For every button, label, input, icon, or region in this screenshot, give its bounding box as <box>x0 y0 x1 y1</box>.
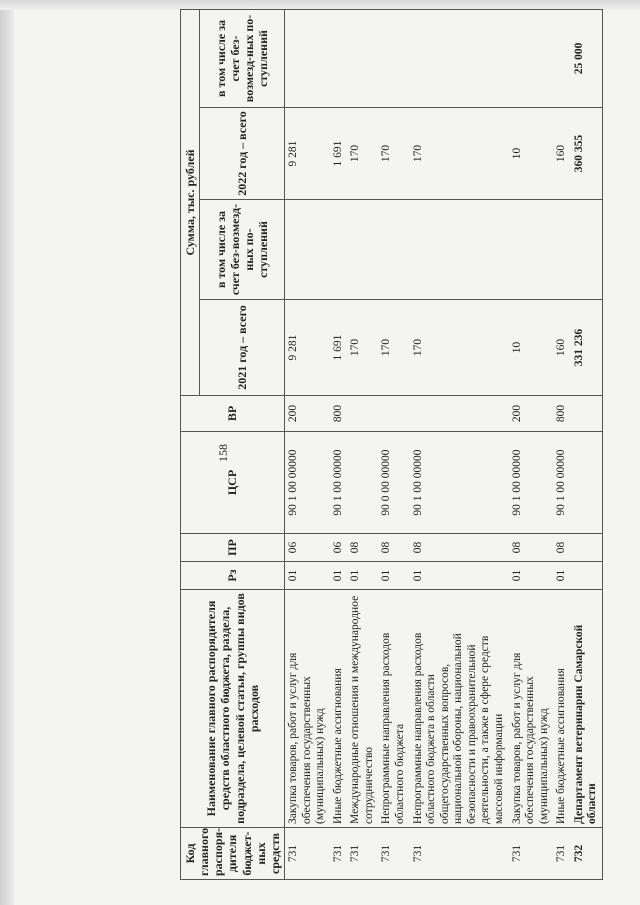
cell-name: Непрограммные направления расходов областного бюджета <box>378 590 409 828</box>
header-vr: ВР <box>181 396 285 432</box>
cell-2022: 10 <box>509 108 554 200</box>
table-row <box>378 9 409 879</box>
cell-2021-incl <box>378 200 409 300</box>
cell-2022-incl: 25 000 <box>571 9 603 107</box>
cell-rz: 01 <box>509 562 554 590</box>
cell-name: Департамент ветеринарии Самарской области <box>571 590 603 828</box>
cell-rz: 01 <box>410 562 509 590</box>
cell-code: 731 <box>330 828 348 880</box>
cell-name: Непрограммные направления расходов областного бюджета в области общегосударственных вопросов, национальной обороны, национальной безопасности и правоохранительной деятельности, а также в сфере средств массовой информации <box>410 590 509 828</box>
cell-2022-incl <box>285 9 330 107</box>
cell-2021: 170 <box>410 300 509 396</box>
cell-2022: 170 <box>347 108 378 200</box>
cell-pr <box>571 534 603 562</box>
cell-2022-incl <box>410 9 509 107</box>
header-pr: ПР <box>181 534 285 562</box>
cell-2022: 1 691 <box>330 108 348 200</box>
cell-rz: 01 <box>553 562 571 590</box>
cell-2021-incl <box>410 200 509 300</box>
header-2022-incl: в том числе за счет без-возмезд-ных по-ступлений <box>200 9 285 107</box>
cell-pr: 06 <box>285 534 330 562</box>
cell-code: 731 <box>509 828 554 880</box>
cell-vr: 800 <box>330 396 348 432</box>
header-2021-incl: в том числе за счет без-возмезд-ных по-ступлений <box>200 200 285 300</box>
budget-table <box>180 9 603 880</box>
cell-pr: 08 <box>509 534 554 562</box>
header-2022-total: 2022 год – всего <box>200 108 285 200</box>
cell-csr <box>571 432 603 534</box>
cell-name: Иные бюджетные ассигнования <box>553 590 571 828</box>
cell-vr <box>347 396 378 432</box>
cell-name: Иные бюджетные ассигнования <box>330 590 348 828</box>
cell-2022-incl <box>347 9 378 107</box>
cell-name: Международные отношения и международное сотрудничество <box>347 590 378 828</box>
cell-2021: 10 <box>509 300 554 396</box>
cell-csr: 90 1 00 00000 <box>410 432 509 534</box>
cell-2022: 170 <box>378 108 409 200</box>
cell-2021: 1 691 <box>330 300 348 396</box>
cell-pr: 08 <box>378 534 409 562</box>
cell-2021-incl <box>571 200 603 300</box>
cell-code: 731 <box>285 828 330 880</box>
cell-vr: 200 <box>509 396 554 432</box>
cell-name: Закупка товаров, работ и услуг для обеспечения государственных (муниципальных) нужд <box>285 590 330 828</box>
cell-rz: 01 <box>330 562 348 590</box>
scan-edge-left <box>0 0 14 905</box>
cell-2022-incl <box>330 9 348 107</box>
cell-csr: 90 1 00 00000 <box>285 432 330 534</box>
cell-pr: 08 <box>553 534 571 562</box>
cell-csr: 90 1 00 00000 <box>509 432 554 534</box>
cell-name: Закупка товаров, работ и услуг для обеспечения государственных (муниципальных) нужд <box>509 590 554 828</box>
header-name: Наименование главного распорядителя средств областного бюджета, раздела, подраздела, целевой статьи, группы видов расходов <box>181 590 285 828</box>
cell-rz: 01 <box>378 562 409 590</box>
table-row <box>347 9 378 879</box>
cell-2022: 9 281 <box>285 108 330 200</box>
cell-rz: 01 <box>347 562 378 590</box>
cell-2021-incl <box>330 200 348 300</box>
header-sum-group: Сумма, тыс. рублей <box>181 9 200 395</box>
table-row <box>330 9 348 879</box>
cell-csr: 90 1 00 00000 <box>553 432 571 534</box>
header-rz: Рз <box>181 562 285 590</box>
cell-pr: 08 <box>347 534 378 562</box>
cell-code: 731 <box>553 828 571 880</box>
cell-2021-incl <box>509 200 554 300</box>
cell-csr: 90 0 00 00000 <box>378 432 409 534</box>
cell-rz: 01 <box>285 562 330 590</box>
cell-pr: 06 <box>330 534 348 562</box>
cell-code: 731 <box>378 828 409 880</box>
cell-vr: 800 <box>553 396 571 432</box>
cell-2022: 170 <box>410 108 509 200</box>
cell-2021-incl <box>347 200 378 300</box>
cell-2021: 331 236 <box>571 300 603 396</box>
cell-code: 731 <box>347 828 378 880</box>
cell-rz <box>571 562 603 590</box>
header-2021-total: 2021 год – всего <box>200 300 285 396</box>
page-number: 158 <box>216 444 230 462</box>
cell-csr: 90 1 00 00000 <box>330 432 348 534</box>
cell-code: 731 <box>410 828 509 880</box>
cell-2021: 170 <box>378 300 409 396</box>
cell-2022-incl <box>553 9 571 107</box>
table-row <box>410 9 509 879</box>
cell-2021-incl <box>285 200 330 300</box>
cell-2022-incl <box>509 9 554 107</box>
table-row <box>509 9 554 879</box>
table-row <box>553 9 571 879</box>
cell-code: 732 <box>571 828 603 880</box>
cell-2021: 9 281 <box>285 300 330 396</box>
cell-2021: 160 <box>553 300 571 396</box>
cell-2021-incl <box>553 200 571 300</box>
header-code: Код главного распоря-дителя бюджет-ных средств <box>181 828 285 880</box>
cell-vr <box>378 396 409 432</box>
cell-vr <box>571 396 603 432</box>
cell-vr: 200 <box>285 396 330 432</box>
rotated-page-content <box>180 10 620 880</box>
cell-2022: 360 355 <box>571 108 603 200</box>
cell-pr: 08 <box>410 534 509 562</box>
header-csr: ЦСР <box>181 432 285 534</box>
cell-csr <box>347 432 378 534</box>
cell-2022-incl <box>378 9 409 107</box>
cell-2021: 170 <box>347 300 378 396</box>
cell-2022: 160 <box>553 108 571 200</box>
table-row-department <box>571 9 603 879</box>
table-row <box>285 9 330 879</box>
cell-vr <box>410 396 509 432</box>
